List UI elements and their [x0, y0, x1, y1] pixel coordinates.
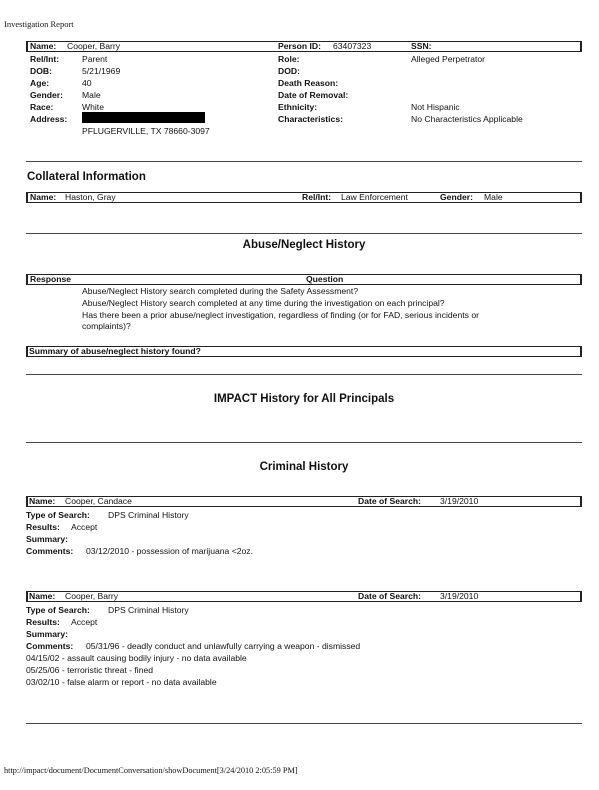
abuse-table-header — [26, 274, 582, 285]
record-type: DPS Criminal History — [108, 510, 189, 520]
collateral-title: Collateral Information — [27, 171, 146, 183]
collateral-gender-label: Gender: — [440, 192, 473, 202]
dob-label: DOB: — [30, 66, 52, 76]
footer-url: http://impact/document/DocumentConversation/showDocument[3/24/2010 2:05:59 PM] — [4, 766, 298, 775]
record-type-label: Type of Search: — [26, 605, 90, 615]
abuse-question-2: Abuse/Neglect History search completed at any time during the investigation on each principal? — [82, 298, 445, 308]
record-comment-line: 05/25/06 - terroristic threat - fined — [26, 665, 154, 675]
divider — [26, 233, 582, 234]
record-type: DPS Criminal History — [108, 605, 189, 615]
record-name: Cooper, Candace — [65, 496, 132, 506]
record-results-label: Results: — [26, 522, 60, 532]
ethnicity-value: Not Hispanic — [411, 102, 460, 112]
response-header: Response — [30, 274, 72, 284]
age-label: Age: — [30, 78, 50, 88]
date-removal-label: Date of Removal: — [278, 90, 349, 100]
record-results: Accept — [71, 617, 98, 627]
relint-label: Rel/Int: — [30, 54, 60, 64]
record-date: 3/19/2010 — [440, 591, 479, 601]
dob-value: 5/21/1969 — [82, 66, 121, 76]
record-summary-label: Summary: — [26, 629, 69, 639]
divider — [26, 161, 582, 162]
record-comments: 05/31/96 - deadly conduct and unlawfully carrying a weapon - dismissed — [86, 641, 361, 651]
abuse-question-3-cont: complaints)? — [82, 321, 131, 331]
record-name-label: Name: — [29, 496, 56, 506]
record-comments-label: Comments: — [26, 546, 74, 556]
abuse-question-1: Abuse/Neglect History search completed during the Safety Assessment? — [82, 286, 359, 296]
criminal-title: Criminal History — [259, 461, 349, 473]
record-name: Cooper, Barry — [65, 591, 119, 601]
person-id-label: Person ID: — [278, 41, 321, 51]
question-header: Question — [306, 274, 344, 284]
ethnicity-label: Ethnicity: — [278, 102, 318, 112]
divider — [26, 374, 582, 375]
record-date-label: Date of Search: — [358, 591, 422, 601]
address-label: Address: — [30, 114, 68, 124]
redacted-address — [82, 112, 205, 123]
record-date-label: Date of Search: — [358, 496, 422, 506]
collateral-name: Haston, Gray — [65, 192, 116, 202]
collateral-relint: Law Enforcement — [341, 192, 408, 202]
record-comment-line: 04/15/02 - assault causing bodily injury - no data available — [26, 653, 247, 663]
dod-label: DOD: — [278, 66, 300, 76]
record-results: Accept — [71, 522, 98, 532]
collateral-gender: Male — [484, 192, 503, 202]
record-summary-label: Summary: — [26, 534, 69, 544]
role-value: Alleged Perpetrator — [411, 54, 486, 64]
role-label: Role: — [278, 54, 300, 64]
abuse-question-3: Has there been a prior abuse/neglect investigation, regardless of finding (or for FAD, serious incidents or — [82, 310, 479, 320]
death-reason-label: Death Reason: — [278, 78, 339, 88]
collateral-name-label: Name: — [30, 192, 57, 202]
record-comment-line: 03/02/10 - false alarm or report - no data available — [26, 677, 217, 687]
age-value: 40 — [82, 78, 92, 88]
person-name: Cooper, Barry — [67, 41, 121, 51]
abuse-summary-label: Summary of abuse/neglect history found? — [29, 346, 201, 356]
collateral-relint-label: Rel/Int: — [302, 192, 332, 202]
person-name-label: Name: — [30, 41, 57, 51]
divider — [26, 723, 582, 724]
ssn-label: SSN: — [411, 41, 432, 51]
address-city: PFLUGERVILLE, TX 78660-3097 — [82, 126, 210, 136]
abuse-title: Abuse/Neglect History — [242, 239, 366, 251]
person-id: 63407323 — [333, 41, 372, 51]
record-date: 3/19/2010 — [440, 496, 479, 506]
race-value: White — [82, 102, 104, 112]
characteristics-label: Characteristics: — [278, 114, 343, 124]
divider — [26, 442, 582, 443]
impact-title: IMPACT History for All Principals — [213, 393, 395, 405]
record-name-label: Name: — [29, 591, 56, 601]
record-comments: 03/12/2010 - possession of marijuana <2oz. — [86, 546, 253, 556]
record-type-label: Type of Search: — [26, 510, 90, 520]
characteristics-value: No Characteristics Applicable — [411, 114, 523, 124]
race-label: Race: — [30, 102, 54, 112]
gender-value: Male — [82, 90, 101, 100]
relint-value: Parent — [82, 54, 108, 64]
report-title: Investigation Report — [4, 19, 74, 29]
record-comments-label: Comments: — [26, 641, 74, 651]
record-results-label: Results: — [26, 617, 60, 627]
gender-label: Gender: — [30, 90, 63, 100]
